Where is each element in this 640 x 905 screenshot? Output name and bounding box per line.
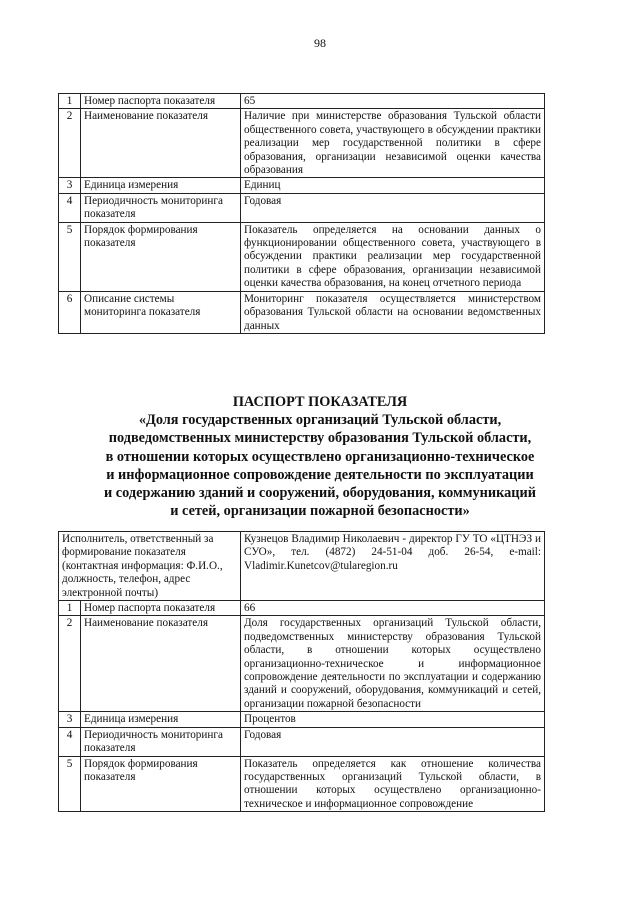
row-number: 6 [59,291,81,333]
table-row [59,94,545,109]
row-number: 1 [59,601,81,616]
executor-label: Исполнитель, ответственный за формирование показателя (контактная информация: Ф.И.О., должность, телефон, адрес электронной почты) [59,532,241,601]
row-value: Годовая [241,727,545,756]
row-label: Единица измерения [81,712,241,727]
table-row [59,222,545,291]
table-row [59,193,545,222]
row-label: Единица измерения [81,178,241,193]
row-value: Процентов [241,712,545,727]
passport-heading [40,393,600,520]
row-value: Годовая [241,193,545,222]
row-label: Номер паспорта показателя [81,94,241,109]
passport-subtitle-line: и содержанию зданий и сооружений, оборудования, коммуникаций [103,485,537,502]
row-number: 5 [59,222,81,291]
row-number: 4 [59,193,81,222]
passport-subtitle-line: и информационное сопровождение деятельности по эксплуатации [106,466,534,483]
row-value: Единиц [241,178,545,193]
table-row [59,727,545,756]
row-value: Показатель определяется как отношение количества государственных организаций Тульской области, в отношении которых осуществлено организационно-техническое и информационное сопровождение [241,756,545,812]
table-row [59,532,545,601]
table-row [59,712,545,727]
row-value: Доля государственных организаций Тульской области, подведомственных министерству образования Тульской области, в отношении которых осуществлено организационно-техническое и информационное сопровождение деятельности по эксплуатации и содержанию зданий и сооружений, оборудования, коммуникаций и сетей, организации пожарной безопасности [241,616,545,712]
table-row [59,109,545,178]
row-value: 66 [241,601,545,616]
passport-subtitle-line: и сетей, организации пожарной безопасности» [170,503,470,520]
passport-subtitle-line: в отношении которых осуществлено организационно-техническое [105,448,535,465]
table-row [59,291,545,333]
indicator-passport-table-65 [58,93,545,334]
row-value: Показатель определяется на основании данных о функционировании общественного совета, участвующего в обсуждении практики реализации мер государственной политики в сфере образования, организации независимой оценки качества образования, на конец отчетного периода [241,222,545,291]
row-label: Номер паспорта показателя [81,601,241,616]
row-label: Периодичность мониторинга показателя [81,727,241,756]
row-label: Периодичность мониторинга показателя [81,193,241,222]
row-number: 2 [59,109,81,178]
row-number: 1 [59,94,81,109]
table-row [59,616,545,712]
page-number: 98 [314,36,326,50]
row-value: Наличие при министерстве образования Тульской области общественного совета, участвующего в обсуждении практики реализации мер государственной политики в сфере образования, организации независимой оценки качества образования [241,109,545,178]
passport-subtitle-line: «Доля государственных организаций Тульской области, [138,412,502,429]
executor-value: Кузнецов Владимир Николаевич - директор ГУ ТО «ЦТНЭЗ и СУО», тел. (4872) 24-51-04 доб. 26-54, e-mail: Vladimir.Kunetcov@tularegion.ru [241,532,545,601]
table-row [59,756,545,812]
row-label: Наименование показателя [81,616,241,712]
row-label: Порядок формирования показателя [81,756,241,812]
row-number: 4 [59,727,81,756]
indicator-passport-table-66 [58,531,545,812]
row-number: 5 [59,756,81,812]
table-row [59,178,545,193]
row-value: 65 [241,94,545,109]
passport-subtitle-line: подведомственных министерству образования Тульской области, [108,430,532,447]
row-label: Порядок формирования показателя [81,222,241,291]
row-value: Мониторинг показателя осуществляется министерством образования Тульской области на основании ведомственных данных [241,291,545,333]
table-row [59,601,545,616]
row-number: 3 [59,712,81,727]
row-label: Наименование показателя [81,109,241,178]
row-number: 3 [59,178,81,193]
passport-title: ПАСПОРТ ПОКАЗАТЕЛЯ [232,394,408,410]
row-number: 2 [59,616,81,712]
row-label: Описание системы мониторинга показателя [81,291,241,333]
